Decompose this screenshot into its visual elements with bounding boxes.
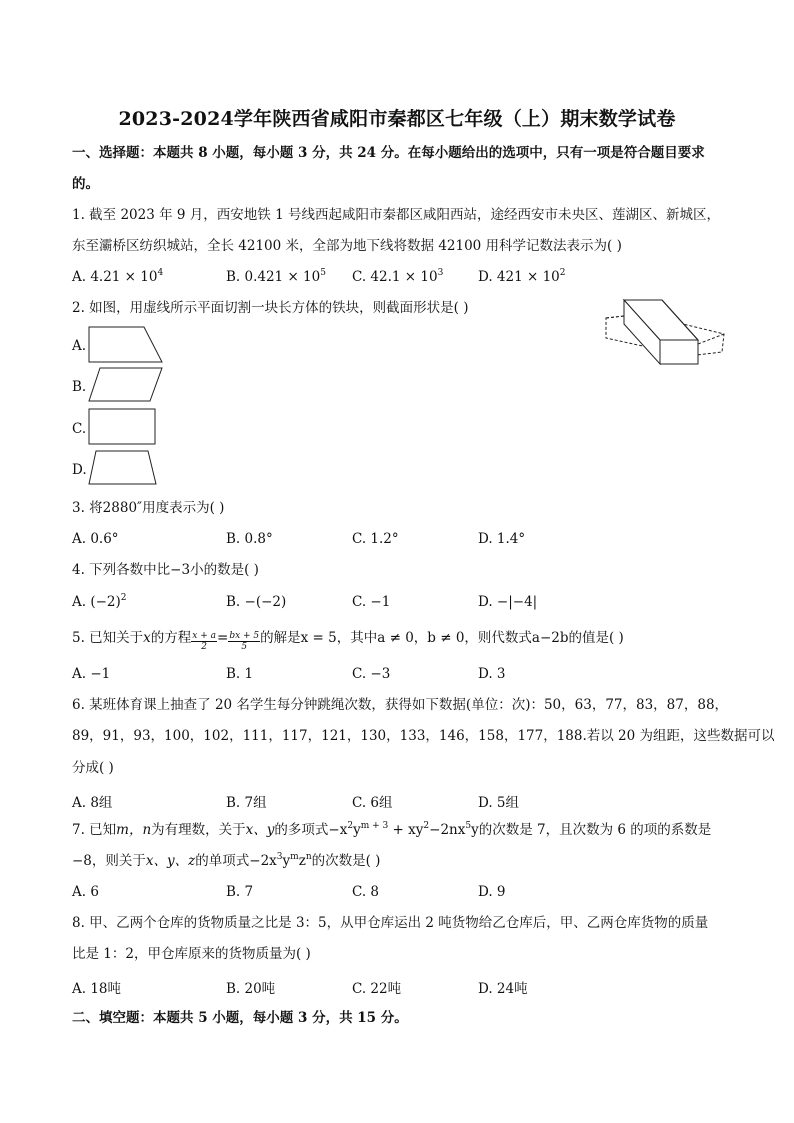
q5-stem: 5. 已知关于x的方程 $\frac{x + a}{2}$ = $\frac{bx + 5}{5}$ 的解是x = 5，其中a ≠ 0，b ≠ 0，则代数式a−2b的值是( ): [72, 630, 624, 652]
q5-option-c: C. −3: [352, 666, 391, 682]
q7-option-d: D. 9: [478, 884, 506, 900]
q2-option-a-label: A.: [72, 338, 87, 354]
q8-option-d: D. 24吨: [478, 981, 528, 997]
q2-option-c-label: C.: [72, 421, 87, 437]
q6-option-c: C. 6组: [352, 795, 393, 811]
q5-fraction-right: $\frac{bx + 5}{5}$: [229, 631, 260, 652]
q5-option-d: D. 3: [478, 666, 506, 682]
q2-option-d-trapezoid: [88, 450, 158, 486]
q6-stem-line2: 89，91，93，100，102，111，117，121，130，133，146，158，177，188.若以 20 为组距，这些数据可以: [72, 728, 775, 744]
q2-stem: 2. 如图，用虚线所示平面切割一块长方体的铁块，则截面形状是( ): [72, 300, 469, 316]
q8-stem-line2: 比是 1：2，甲仓库原来的货物质量为( ): [72, 946, 311, 962]
q2-option-d-label: D.: [72, 462, 87, 478]
q1-stem-line2: 东至灞桥区纺织城站，全长 42100 米，全部为地下线将数据 42100 用科学记数法表示为( ): [72, 238, 622, 254]
q7-stem-line1: 7. 已知m，n为有理数，关于x、y的多项式$-x^2y^{m + 3} + xy^2-2nx^5y$的次数是 7，且次数为 6 的项的系数是: [72, 821, 712, 838]
q6-option-d: D. 5组: [478, 795, 520, 811]
q2-option-c-rectangle: [88, 408, 158, 446]
q4-option-b: B. −(−2): [226, 594, 287, 610]
q7-option-c: C. 8: [352, 884, 380, 900]
q3-option-d: D. 1.4°: [478, 531, 526, 547]
q7-stem-line2: −8，则关于x、y、z的单项式$-2x^3y^mz^n$的次数是( ): [72, 852, 381, 869]
exam-title: 2023-2024学年陕西省咸阳市秦都区七年级（上）期末数学试卷: [118, 108, 676, 130]
q1-option-b: B. $0.421 \times 10^5$: [226, 268, 326, 285]
q7-option-a: A. 6: [72, 884, 99, 900]
q8-stem-line1: 8. 甲、乙两个仓库的货物质量之比是 3：5，从甲仓库运出 2 吨货物给乙仓库后，甲、乙两仓库货物的质量: [72, 915, 709, 931]
q6-stem-line1: 6. 某班体育课上抽查了 20 名学生每分钟跳绳次数，获得如下数据(单位：次)：50，63，77，83，87，88，: [72, 697, 729, 713]
q8-option-c: C. 22吨: [352, 981, 402, 997]
q8-option-b: B. 20吨: [226, 981, 276, 997]
q4-stem: 4. 下列各数中比−3小的数是( ): [72, 562, 259, 578]
q5-option-b: B. 1: [226, 666, 254, 682]
q6-option-a: A. 8组: [72, 795, 113, 811]
q3-stem: 3. 将2880″用度表示为( ): [72, 500, 225, 516]
q2-option-b-label: B.: [72, 379, 87, 395]
q2-option-a-trapezoid: [88, 326, 164, 364]
q8-option-a: A. 18吨: [72, 981, 122, 997]
q1-option-c: C. $42.1 \times 10^3$: [352, 268, 444, 285]
q6-option-b: B. 7组: [226, 795, 267, 811]
q4-option-c: C. −1: [352, 594, 391, 610]
q3-option-b: B. 0.8°: [226, 531, 273, 547]
q5-fraction-left: $\frac{x + a}{2}$: [192, 631, 217, 652]
q4-option-d: D. −|−4|: [478, 594, 538, 610]
q4-option-a: A. $(-2)^2$: [72, 593, 127, 610]
q7-option-b: B. 7: [226, 884, 254, 900]
section1-heading-line1: 一、选择题：本题共 8 小题，每小题 3 分，共 24 分。在每小题给出的选项中，只有一项是符合题目要求: [72, 145, 705, 161]
q1-option-a: A. $4.21 \times 10^4$: [72, 268, 164, 285]
q1-stem-line1: 1. 截至 2023 年 9 月，西安地铁 1 号线西起咸阳市秦都区咸阳西站，途经西安市未央区、莲湖区、新城区，: [72, 207, 720, 223]
q3-option-c: C. 1.2°: [352, 531, 399, 547]
q1-option-d: D. $421 \times 10^2$: [478, 268, 566, 285]
q3-option-a: A. 0.6°: [72, 531, 119, 547]
q2-option-b-parallelogram: [88, 367, 164, 403]
section2-heading: 二、填空题：本题共 5 小题，每小题 3 分，共 15 分。: [72, 1010, 408, 1026]
section1-heading-line2: 的。: [72, 176, 99, 192]
q6-stem-line3: 分成( ): [72, 760, 114, 776]
q5-option-a: A. −1: [72, 666, 111, 682]
cuboid-cut-figure: [604, 298, 726, 370]
